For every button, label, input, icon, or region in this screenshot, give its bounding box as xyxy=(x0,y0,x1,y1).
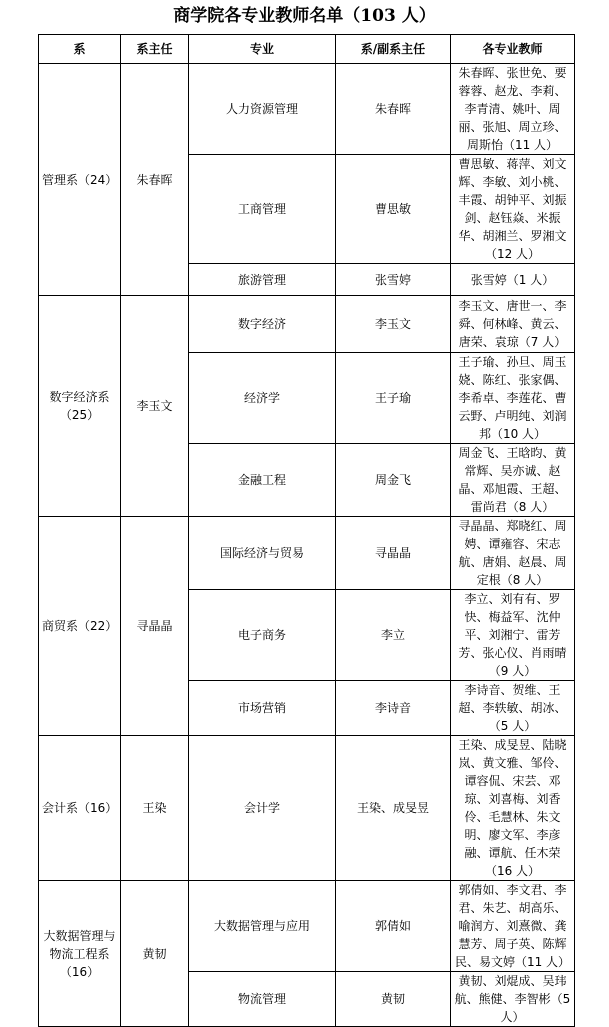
major-name: 旅游管理 xyxy=(189,264,336,296)
major-name: 人力资源管理 xyxy=(189,64,336,155)
major-director: 王子瑜 xyxy=(336,353,451,444)
teacher-list: 寻晶晶、郑晓红、周娉、谭雍容、宋志航、唐娟、赵晨、周定根（8 人） xyxy=(451,517,575,590)
department-head: 黄韧 xyxy=(121,881,189,1027)
table-row xyxy=(39,64,575,155)
teacher-list: 李诗音、贺维、王超、李轶敏、胡冰、（5 人） xyxy=(451,681,575,736)
major-name: 市场营销 xyxy=(189,681,336,736)
header-major: 专业 xyxy=(189,35,336,64)
teacher-list: 黄韧、刘焜成、吴玮航、熊健、李智彬（5 人） xyxy=(451,972,575,1027)
header-department-head: 系主任 xyxy=(121,35,189,64)
department-name: 大数据管理与物流工程系（16） xyxy=(39,881,121,1027)
department-name: 数字经济系（25） xyxy=(39,296,121,517)
major-director: 王染、成旻昱 xyxy=(336,736,451,881)
teacher-list: 郭倩如、李文君、李君、朱艺、胡高乐、喻润方、刘熹微、龚慧芳、周子英、陈辉民、易文婷（11 人） xyxy=(451,881,575,972)
major-name: 金融工程 xyxy=(189,444,336,517)
major-name: 经济学 xyxy=(189,353,336,444)
major-director: 周金飞 xyxy=(336,444,451,517)
teacher-list: 曹思敏、蒋萍、刘文辉、李敏、刘小桃、丰霞、胡钟平、刘振剑、赵钰焱、米振华、胡湘兰、罗湘文（12 人） xyxy=(451,155,575,264)
header-major-director: 系/副系主任 xyxy=(336,35,451,64)
table-row xyxy=(39,881,575,972)
department-head: 李玉文 xyxy=(121,296,189,517)
department-head: 寻晶晶 xyxy=(121,517,189,736)
major-name: 国际经济与贸易 xyxy=(189,517,336,590)
teacher-roster-table xyxy=(38,34,575,1027)
department-head: 朱春晖 xyxy=(121,64,189,296)
major-director: 张雪婷 xyxy=(336,264,451,296)
department-name: 商贸系（22） xyxy=(39,517,121,736)
header-teachers: 各专业教师 xyxy=(451,35,575,64)
department-name: 管理系（24） xyxy=(39,64,121,296)
major-name: 电子商务 xyxy=(189,590,336,681)
table-row xyxy=(39,296,575,353)
major-director: 黄韧 xyxy=(336,972,451,1027)
major-director: 郭倩如 xyxy=(336,881,451,972)
major-name: 数字经济 xyxy=(189,296,336,353)
teacher-list: 周金飞、王晗昀、黄常辉、吴亦诚、赵晶、邓旭霞、王超、雷尚君（8 人） xyxy=(451,444,575,517)
teacher-list: 李立、刘有有、罗快、梅益军、沈仲平、刘湘宁、雷芳芳、张心仪、肖雨晴（9 人） xyxy=(451,590,575,681)
teacher-list: 李玉文、唐世一、李舜、何林峰、黄云、唐荣、袁琼（7 人） xyxy=(451,296,575,353)
teacher-list: 王染、成旻昱、陆晓岚、黄文雅、邹伶、谭容侃、宋芸、邓琼、刘喜梅、刘香伶、毛慧林、朱文明、廖文军、李彦融、谭航、任木荣（16 人） xyxy=(451,736,575,881)
major-director: 朱春晖 xyxy=(336,64,451,155)
table-row xyxy=(39,736,575,881)
major-director: 李诗音 xyxy=(336,681,451,736)
teacher-list: 朱春晖、张世免、要蓉蓉、赵龙、李莉、李青清、姚叶、周丽、张旭、周立珍、周斯怡（11 人） xyxy=(451,64,575,155)
major-name: 物流管理 xyxy=(189,972,336,1027)
teacher-list: 王子瑜、孙旦、周玉娆、陈红、张家偶、李希卓、李莲花、曹云野、卢明纯、刘润邦（10 人） xyxy=(451,353,575,444)
major-director: 寻晶晶 xyxy=(336,517,451,590)
header-department: 系 xyxy=(39,35,121,64)
teacher-list: 张雪婷（1 人） xyxy=(451,264,575,296)
department-head: 王染 xyxy=(121,736,189,881)
table-row xyxy=(39,517,575,590)
major-director: 曹思敏 xyxy=(336,155,451,264)
major-director: 李立 xyxy=(336,590,451,681)
table-header-row xyxy=(39,35,575,64)
major-name: 会计学 xyxy=(189,736,336,881)
major-director: 李玉文 xyxy=(336,296,451,353)
major-name: 大数据管理与应用 xyxy=(189,881,336,972)
page-title: 商学院各专业教师名单（103 人） xyxy=(173,6,436,26)
department-name: 会计系（16） xyxy=(39,736,121,881)
major-name: 工商管理 xyxy=(189,155,336,264)
